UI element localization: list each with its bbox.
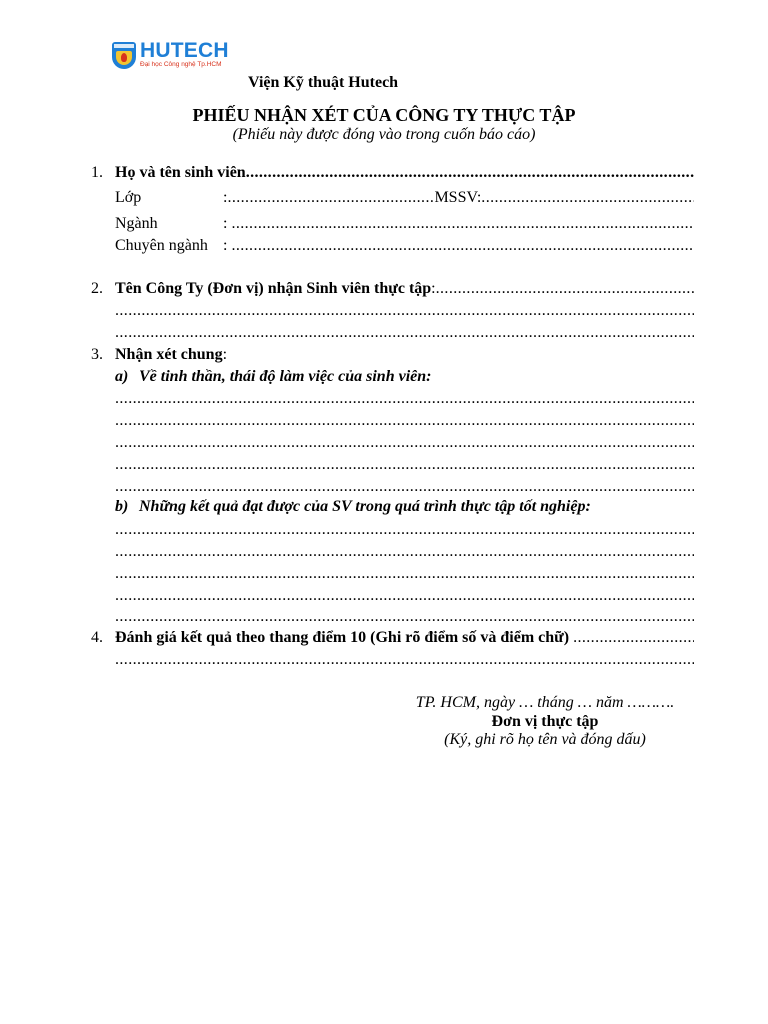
section1-number: 1. bbox=[91, 164, 103, 181]
dotted-fill bbox=[246, 164, 694, 182]
grade-dotted-fill bbox=[573, 629, 694, 647]
subsection-b-heading bbox=[115, 498, 694, 520]
signature-unit: Đơn vị thực tập bbox=[491, 713, 599, 730]
grade-line[interactable] bbox=[115, 629, 694, 651]
major-dotted-fill bbox=[231, 215, 694, 233]
subsection-a-heading bbox=[115, 368, 694, 390]
company-colon: : bbox=[431, 280, 436, 297]
dotted-fill bbox=[115, 412, 694, 430]
dotted-fill bbox=[115, 521, 694, 539]
company-line[interactable] bbox=[115, 280, 694, 302]
section4-number: 4. bbox=[91, 629, 103, 646]
class-label: Lớp bbox=[115, 189, 142, 206]
company-line-3[interactable] bbox=[115, 324, 694, 346]
logo-tagline: Đại học Công nghệ Tp.HCM bbox=[140, 61, 222, 68]
hutech-logo bbox=[112, 40, 232, 72]
dotted-fill bbox=[115, 434, 694, 452]
dotted-fill bbox=[115, 587, 694, 605]
grade-line-2[interactable] bbox=[115, 651, 694, 673]
company-line-2[interactable] bbox=[115, 302, 694, 324]
results-line-4[interactable] bbox=[115, 587, 694, 609]
signature-date: TP. HCM, ngày … tháng … năm ………. bbox=[415, 694, 675, 711]
specialty-colon: : bbox=[223, 237, 232, 254]
section3-number: 3. bbox=[91, 346, 103, 363]
class-dotted-fill bbox=[227, 189, 434, 207]
company-dotted-fill bbox=[436, 280, 694, 298]
attitude-line-4[interactable] bbox=[115, 456, 694, 478]
subsection-b-text: Những kết quả đạt được của SV trong quá trình thực tập tốt nghiệp: bbox=[139, 498, 591, 515]
student-name-line[interactable] bbox=[115, 164, 694, 186]
form-subtitle: (Phiếu này được đóng vào trong cuốn báo cáo) bbox=[232, 126, 536, 143]
dotted-fill bbox=[115, 302, 694, 320]
subsection-a-text: Về tinh thần, thái độ làm việc của sinh viên: bbox=[139, 368, 432, 385]
dotted-fill bbox=[115, 324, 694, 342]
dotted-fill bbox=[115, 565, 694, 583]
attitude-line-2[interactable] bbox=[115, 412, 694, 434]
general-comment-label: Nhận xét chung bbox=[115, 346, 223, 363]
dotted-fill bbox=[115, 478, 694, 496]
attitude-line-1[interactable] bbox=[115, 390, 694, 412]
major-colon: : bbox=[223, 215, 232, 232]
signature-note: (Ký, ghi rõ họ tên và đóng dấu) bbox=[444, 731, 646, 748]
institute-name: Viện Kỹ thuật Hutech bbox=[248, 74, 399, 91]
class-colon: : bbox=[223, 189, 228, 206]
dotted-fill bbox=[115, 543, 694, 561]
specialty-line[interactable] bbox=[115, 237, 694, 259]
major-label: Ngành bbox=[115, 215, 158, 232]
attitude-line-5[interactable] bbox=[115, 478, 694, 500]
section2-number: 2. bbox=[91, 280, 103, 297]
subsection-a-marker: a) bbox=[115, 368, 129, 385]
dotted-fill bbox=[115, 651, 694, 669]
dotted-fill bbox=[115, 390, 694, 408]
results-line-1[interactable] bbox=[115, 521, 694, 543]
dotted-fill bbox=[115, 608, 694, 626]
grade-label: Đánh giá kết quả theo thang điểm 10 (Ghi rõ điểm số và điểm chữ) bbox=[115, 629, 570, 646]
results-line-3[interactable] bbox=[115, 565, 694, 587]
mssv-dotted-fill bbox=[481, 189, 694, 207]
attitude-line-3[interactable] bbox=[115, 434, 694, 456]
shield-icon bbox=[112, 42, 136, 69]
class-mssv-line[interactable] bbox=[115, 189, 694, 211]
results-line-5[interactable] bbox=[115, 608, 694, 630]
student-name-label: Họ và tên sinh viên bbox=[115, 164, 246, 181]
specialty-label: Chuyên ngành bbox=[115, 237, 208, 254]
mssv-label: MSSV: bbox=[434, 189, 482, 206]
specialty-dotted-fill bbox=[231, 237, 694, 255]
subsection-b-marker: b) bbox=[115, 498, 129, 515]
general-comment-colon: : bbox=[222, 346, 228, 363]
dotted-fill bbox=[115, 456, 694, 474]
form-title: PHIẾU NHẬN XÉT CỦA CÔNG TY THỰC TẬP bbox=[192, 105, 576, 125]
company-label: Tên Công Ty (Đơn vị) nhận Sinh viên thực tập bbox=[115, 280, 432, 297]
logo-brand: HUTECH bbox=[140, 39, 229, 62]
major-line[interactable] bbox=[115, 215, 694, 237]
general-comment-heading bbox=[115, 346, 694, 368]
results-line-2[interactable] bbox=[115, 543, 694, 565]
